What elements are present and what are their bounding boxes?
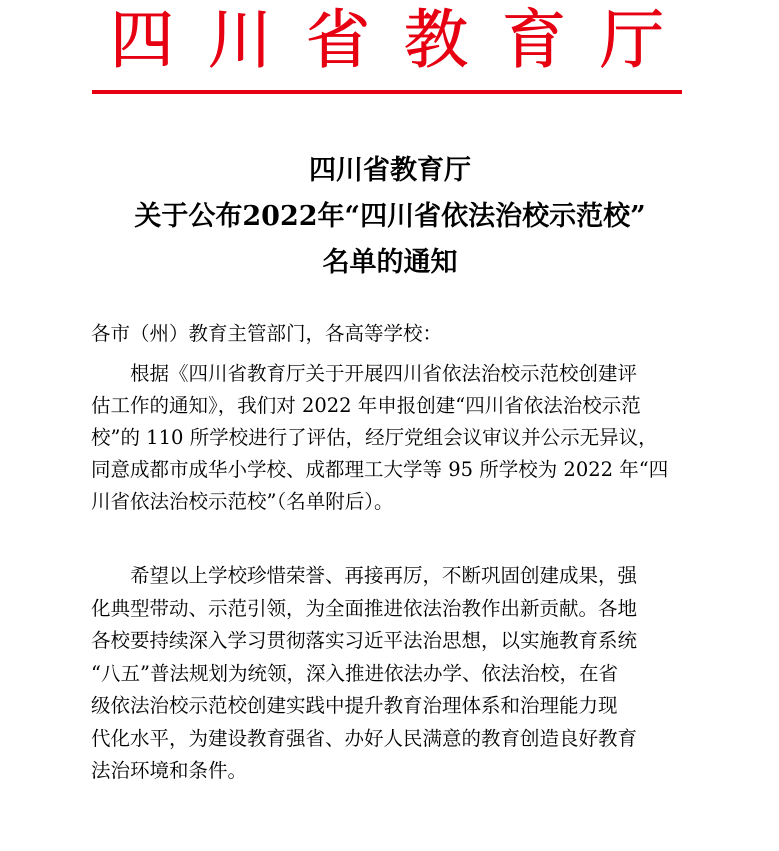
document-title-line-1: 四川省教育厅 <box>309 155 471 186</box>
paragraph-2-line: 级依法治校示范校创建实践中提升教育治理体系和治理能力现 <box>91 694 618 717</box>
paragraph-2-line: 代化水平，为建设教育强省、办好人民满意的教育创造良好教育 <box>91 726 638 750</box>
paragraph-2-line: “八五”普法规划为统领，深入推进依法办学、依法治校，在省 <box>91 661 618 685</box>
letterhead-org-name: 四川省教育厅 <box>110 4 698 78</box>
paragraph-1-line: 同意成都市成华小学校、成都理工大学等 95 所学校为 2022 年“四 <box>91 458 669 481</box>
paragraph-2-line: 希望以上学校珍惜荣誉、再接再厉，不断巩固创建成果，强 <box>91 564 638 587</box>
letterhead-red-rule <box>92 90 682 94</box>
paragraph-1-line: 川省依法治校示范校”（名单附后）。 <box>91 490 394 513</box>
paragraph-1 <box>91 358 697 518</box>
salutation <box>91 318 697 350</box>
paragraph-2 <box>91 560 697 788</box>
paragraph-1-line: 校”的 110 所学校进行了评估，经厅党组会议审议并公示无异议， <box>91 426 658 449</box>
paragraph-1-line: 根据《四川省教育厅关于开展四川省依法治校示范校创建评 <box>91 362 638 385</box>
paragraph-1-line: 估工作的通知》，我们对 2022 年申报创建“四川省依法治校示范 <box>91 394 641 417</box>
document-title-line-2: 关于公布2022年“四川省依法治校示范校” <box>134 201 646 232</box>
paragraph-2-line: 各校要持续深入学习贯彻落实习近平法治思想，以实施教育系统 <box>91 629 638 652</box>
salutation-text: 各市（州）教育主管部门，各高等学校： <box>91 322 443 345</box>
document-title-line-3: 名单的通知 <box>322 247 458 278</box>
paragraph-2-line: 化典型带动、示范引领，为全面推进依法治教作出新贡献。各地 <box>91 596 638 620</box>
letterhead <box>0 0 779 82</box>
paragraph-2-line: 法治环境和条件。 <box>91 759 248 782</box>
